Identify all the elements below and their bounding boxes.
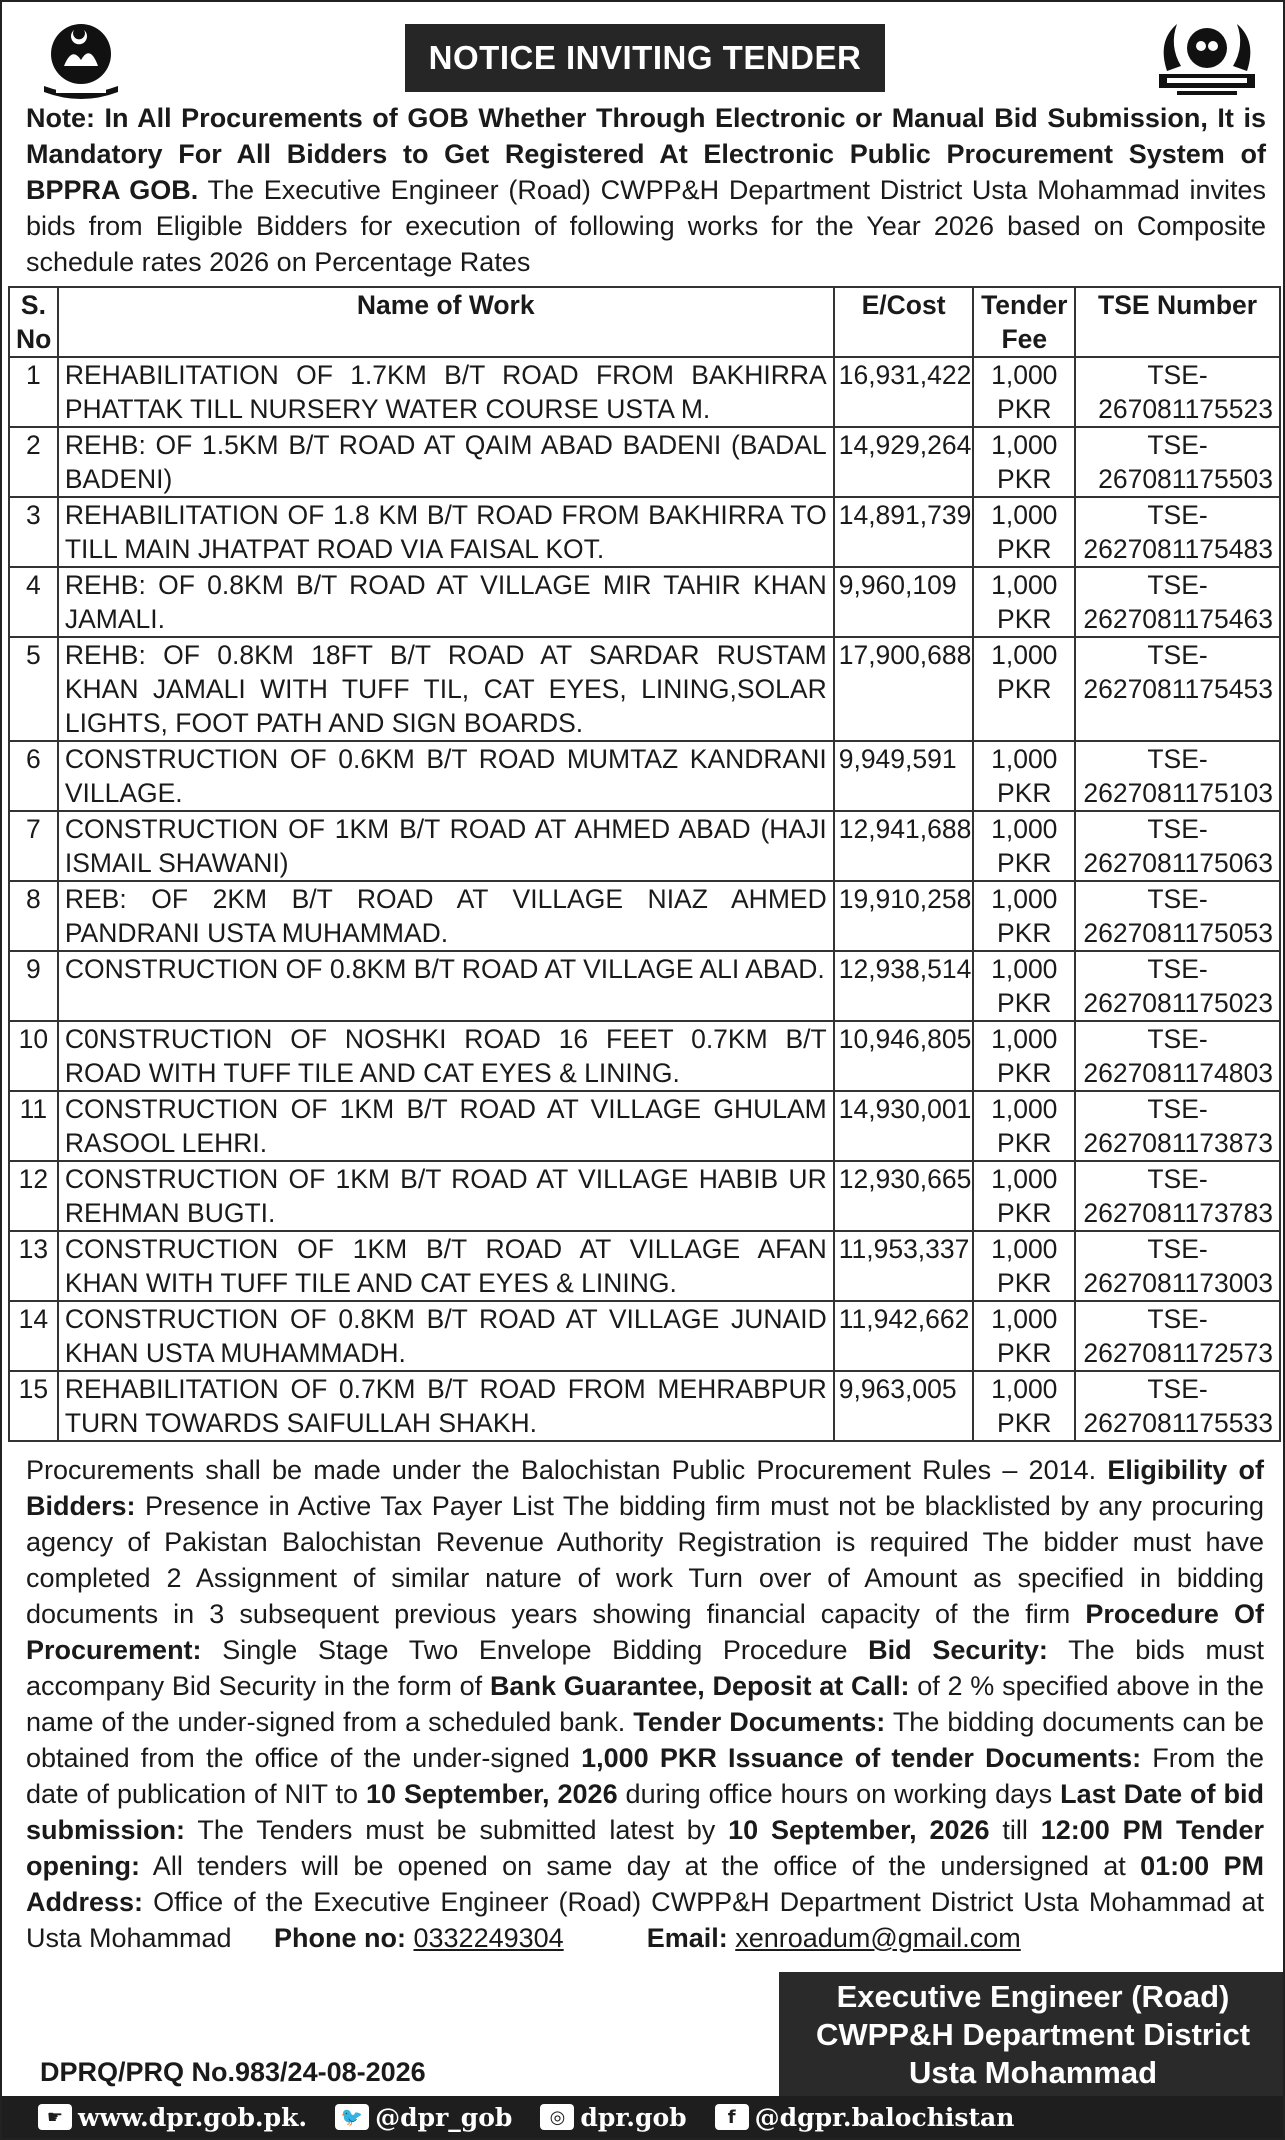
terms-heading: 10 September, 2026 <box>728 1815 990 1845</box>
row-tse-number: TSE- 2627081175483 <box>1075 497 1280 567</box>
row-sno: 15 <box>9 1371 58 1441</box>
row-sno: 4 <box>9 567 58 637</box>
footer-facebook[interactable]: f @dgpr.balochistan <box>715 2103 1015 2132</box>
contact-line <box>274 1920 1021 1956</box>
row-estimated-cost: 14,930,001 <box>834 1091 974 1161</box>
table-row <box>9 427 1280 497</box>
row-tender-fee: 1,000 PKR <box>973 951 1075 1021</box>
instagram-icon: ◎ <box>540 2104 574 2130</box>
row-estimated-cost: 11,942,662 <box>834 1301 974 1371</box>
row-name-of-work: REB: OF 2KM B/T ROAD AT VILLAGE NIAZ AHMED PANDRANI USTA MUHAMMAD. <box>58 881 834 951</box>
row-name-of-work: CONSTRUCTION OF 0.8KM B/T ROAD AT VILLAGE JUNAID KHAN USTA MUHAMMADH. <box>58 1301 834 1371</box>
row-estimated-cost: 12,930,665 <box>834 1161 974 1231</box>
email-link[interactable]: xenroadum@gmail.com <box>735 1923 1021 1953</box>
signature-location: Usta Mohammad <box>908 2055 1158 2090</box>
row-tse-number: TSE- 2627081175103 <box>1075 741 1280 811</box>
table-row <box>9 951 1280 1021</box>
row-tse-number: TSE- 2627081175053 <box>1075 881 1280 951</box>
table-row <box>9 1021 1280 1091</box>
terms-text: The bids must accompany Bid Security in the form of <box>26 1635 1264 1701</box>
hand-pointer-icon: ☛ <box>38 2104 72 2130</box>
reference-number: DPRQ/PRQ No.983/24-08-2026 <box>40 2057 426 2087</box>
row-estimated-cost: 11,953,337 <box>834 1231 974 1301</box>
row-name-of-work: REHABILITATION OF 1.8 KM B/T ROAD FROM BAKHIRRA TO TILL MAIN JHATPAT ROAD VIA FAISAL KOT. <box>58 497 834 567</box>
table-row <box>9 741 1280 811</box>
intro-note: Note: In All Procurements of GOB Whether Through Electronic or Manual Bid Submission, It is Mandatory For All Bidders to Get Registered At Electronic Public Procurement System of BPPRA GOB. <box>26 103 1266 205</box>
terms-text: The Tenders must be submitted latest by <box>185 1815 729 1845</box>
phone-number-link[interactable]: 0332249304 <box>413 1923 564 1953</box>
row-tender-fee: 1,000 PKR <box>973 357 1075 427</box>
row-sno: 14 <box>9 1301 58 1371</box>
row-tender-fee: 1,000 PKR <box>973 1021 1075 1091</box>
footer-twitter[interactable]: 🐦 @dpr_gob <box>335 2103 512 2132</box>
table-row <box>9 567 1280 637</box>
terms-text: Presence in Active Tax Payer List The bidding firm must not be blacklisted by any procuring agency of Pakistan Balochistan Revenue Authority Registration is required The bidder must have completed 2 Assignment of similar nature of work Turn over of Amount as specified in bidding documents in 3 subsequent previous years showing financial capacity of the firm <box>26 1491 1264 1629</box>
terms-heading: 10 September, 2026 <box>366 1779 618 1809</box>
row-name-of-work: CONSTRUCTION OF 1KM B/T ROAD AT VILLAGE HABIB UR REHMAN BUGTI. <box>58 1161 834 1231</box>
terms-text: From the date of publication of NIT to <box>26 1743 1265 1809</box>
balochistan-government-logo <box>34 16 129 101</box>
row-name-of-work: REHB: OF 0.8KM B/T ROAD AT VILLAGE MIR TAHIR KHAN JAMALI. <box>58 567 834 637</box>
row-name-of-work: REHB: OF 0.8KM 18FT B/T ROAD AT SARDAR RUSTAM KHAN JAMALI WITH TUFF TIL, CAT EYES, LINING,SOLAR LIGHTS, FOOT PATH AND SIGN BOARDS. <box>58 637 834 741</box>
row-tse-number: TSE- 2627081174803 <box>1075 1021 1280 1091</box>
terms-heading: 1,000 PKR Issuance of tender Documents: <box>581 1743 1142 1773</box>
signature-department: CWPP&H Department District <box>815 2017 1251 2052</box>
row-name-of-work: REHB: OF 1.5KM B/T ROAD AT QAIM ABAD BADENI (BADAL BADENI) <box>58 427 834 497</box>
row-sno: 7 <box>9 811 58 881</box>
row-sno: 10 <box>9 1021 58 1091</box>
terms-text: of 2 % specified above in the name of the under-signed from a scheduled bank. <box>26 1671 1264 1737</box>
row-estimated-cost: 9,949,591 <box>834 741 974 811</box>
footer-instagram[interactable]: ◎ dpr.gob <box>540 2103 686 2132</box>
intro-text: The Executive Engineer (Road) CWPP&H Department District Usta Mohammad invites bids from Eligible Bidders for execution of following works for the Year 2026 based on Composite schedule rates 2026 on Percentage Rates <box>26 175 1267 277</box>
terms-text: during office hours on working days <box>617 1779 1061 1809</box>
row-sno: 5 <box>9 637 58 741</box>
row-tse-number: TSE- 2627081175063 <box>1075 811 1280 881</box>
row-tse-number: TSE- 2627081173003 <box>1075 1231 1280 1301</box>
row-name-of-work: CONSTRUCTION OF 1KM B/T ROAD AT VILLAGE GHULAM RASOOL LEHRI. <box>58 1091 834 1161</box>
row-tender-fee: 1,000 PKR <box>973 1301 1075 1371</box>
terms-heading: Tender Documents: <box>633 1707 886 1737</box>
terms-heading: Last Date of bid submission: <box>26 1779 1264 1845</box>
terms-heading: 01:00 PM <box>1140 1851 1264 1881</box>
footer-website[interactable]: ☛ www.dpr.gob.pk. <box>38 2103 307 2132</box>
row-tse-number: TSE- 267081175523 <box>1075 357 1280 427</box>
row-estimated-cost: 17,900,688 <box>834 637 974 741</box>
terms-heading: Procedure Of Procurement: <box>26 1599 1264 1665</box>
row-tender-fee: 1,000 PKR <box>973 811 1075 881</box>
row-tse-number: TSE- 2627081175463 <box>1075 567 1280 637</box>
table-header-row <box>9 287 1280 357</box>
email-label: Email: <box>646 1923 728 1953</box>
row-tse-number: TSE- 2627081173873 <box>1075 1091 1280 1161</box>
row-sno: 8 <box>9 881 58 951</box>
row-sno: 13 <box>9 1231 58 1301</box>
row-tse-number: TSE- 267081175503 <box>1075 427 1280 497</box>
row-name-of-work: REHABILITATION OF 0.7KM B/T ROAD FROM MEHRABPUR TURN TOWARDS SAIFULLAH SHAKH. <box>58 1371 834 1441</box>
facebook-icon: f <box>715 2104 749 2130</box>
table-row <box>9 811 1280 881</box>
terms-heading: Bank Guarantee, Deposit at Call: <box>489 1671 910 1701</box>
row-tender-fee: 1,000 PKR <box>973 1161 1075 1231</box>
twitter-icon: 🐦 <box>335 2104 369 2130</box>
row-estimated-cost: 9,960,109 <box>834 567 974 637</box>
table-row <box>9 1371 1280 1441</box>
row-estimated-cost: 14,929,264 <box>834 427 974 497</box>
header-sno: S. No <box>9 287 58 357</box>
terms-text: All tenders will be opened on same day at the office of the undersigned at <box>139 1851 1141 1881</box>
header-tse-number: TSE Number <box>1075 287 1280 357</box>
table-row <box>9 357 1280 427</box>
table-row <box>9 1161 1280 1231</box>
row-sno: 6 <box>9 741 58 811</box>
row-tse-number: TSE- 2627081173783 <box>1075 1161 1280 1231</box>
table-row <box>9 1301 1280 1371</box>
row-name-of-work: CONSTRUCTION OF 1KM B/T ROAD AT VILLAGE AFAN KHAN WITH TUFF TILE AND CAT EYES & LINING. <box>58 1231 834 1301</box>
signature-title: Executive Engineer (Road) <box>836 1979 1230 2014</box>
row-estimated-cost: 10,946,805 <box>834 1021 974 1091</box>
row-tse-number: TSE- 2627081172573 <box>1075 1301 1280 1371</box>
row-estimated-cost: 19,910,258 <box>834 881 974 951</box>
phone-label: Phone no: <box>274 1923 406 1953</box>
terms-text: Procurements shall be made under the Balochistan Public Procurement Rules – 2014. <box>26 1455 1108 1485</box>
table-row <box>9 881 1280 951</box>
terms-heading: 12:00 PM Tender opening: <box>26 1815 1265 1881</box>
terms-heading: Eligibility of Bidders: <box>26 1455 1264 1521</box>
row-sno: 12 <box>9 1161 58 1231</box>
table-row <box>9 1091 1280 1161</box>
terms-text: Single Stage Two Envelope Bidding Procedure <box>201 1635 869 1665</box>
notice-title: NOTICE INVITING TENDER <box>405 24 885 92</box>
footer-bar <box>2 2096 1285 2138</box>
dpr-department-logo <box>1147 16 1267 101</box>
row-estimated-cost: 16,931,422 <box>834 357 974 427</box>
intro-paragraph <box>26 100 1266 280</box>
header-name-of-work: Name of Work <box>58 287 834 357</box>
terms-heading: Address: <box>26 1887 144 1917</box>
row-sno: 3 <box>9 497 58 567</box>
table-row <box>9 637 1280 741</box>
terms-text: till <box>989 1815 1041 1845</box>
row-sno: 1 <box>9 357 58 427</box>
row-tender-fee: 1,000 PKR <box>973 741 1075 811</box>
header-tender-fee: Tender Fee <box>973 287 1075 357</box>
row-tender-fee: 1,000 PKR <box>973 567 1075 637</box>
row-estimated-cost: 9,963,005 <box>834 1371 974 1441</box>
row-name-of-work: CONSTRUCTION OF 1KM B/T ROAD AT AHMED ABAD (HAJI ISMAIL SHAWANI) <box>58 811 834 881</box>
terms-paragraph <box>26 1452 1264 1956</box>
row-sno: 2 <box>9 427 58 497</box>
row-tender-fee: 1,000 PKR <box>973 637 1075 741</box>
row-tender-fee: 1,000 PKR <box>973 1231 1075 1301</box>
row-sno: 9 <box>9 951 58 1021</box>
works-table <box>8 286 1281 1442</box>
row-name-of-work: REHABILITATION OF 1.7KM B/T ROAD FROM BAKHIRRA PHATTAK TILL NURSERY WATER COURSE USTA M. <box>58 357 834 427</box>
row-sno: 11 <box>9 1091 58 1161</box>
row-tender-fee: 1,000 PKR <box>973 881 1075 951</box>
terms-heading: Bid Security: <box>868 1635 1048 1665</box>
row-tse-number: TSE- 2627081175453 <box>1075 637 1280 741</box>
row-tse-number: TSE- 2627081175023 <box>1075 951 1280 1021</box>
row-name-of-work: CONSTRUCTION OF 0.6KM B/T ROAD MUMTAZ KANDRANI VILLAGE. <box>58 741 834 811</box>
table-row <box>9 1231 1280 1301</box>
row-estimated-cost: 14,891,739 <box>834 497 974 567</box>
row-tender-fee: 1,000 PKR <box>973 1371 1075 1441</box>
terms-text: The bidding documents can be obtained from the office of the under-signed <box>26 1707 1265 1773</box>
header-estimated-cost: E/Cost <box>834 287 974 357</box>
row-name-of-work: CONSTRUCTION OF 0.8KM B/T ROAD AT VILLAGE ALI ABAD. <box>58 951 834 1021</box>
row-name-of-work: C0NSTRUCTION OF NOSHKI ROAD 16 FEET 0.7KM B/T ROAD WITH TUFF TILE AND CAT EYES & LINING. <box>58 1021 834 1091</box>
row-estimated-cost: 12,941,688 <box>834 811 974 881</box>
row-tender-fee: 1,000 PKR <box>973 427 1075 497</box>
row-tender-fee: 1,000 PKR <box>973 497 1075 567</box>
row-tse-number: TSE- 2627081175533 <box>1075 1371 1280 1441</box>
table-row <box>9 497 1280 567</box>
terms-text: Office of the Executive Engineer (Road) CWPP&H Department District Usta Mohammad at Usta Mohammad <box>26 1887 1264 1953</box>
row-estimated-cost: 12,938,514 <box>834 951 974 1021</box>
row-tender-fee: 1,000 PKR <box>973 1091 1075 1161</box>
